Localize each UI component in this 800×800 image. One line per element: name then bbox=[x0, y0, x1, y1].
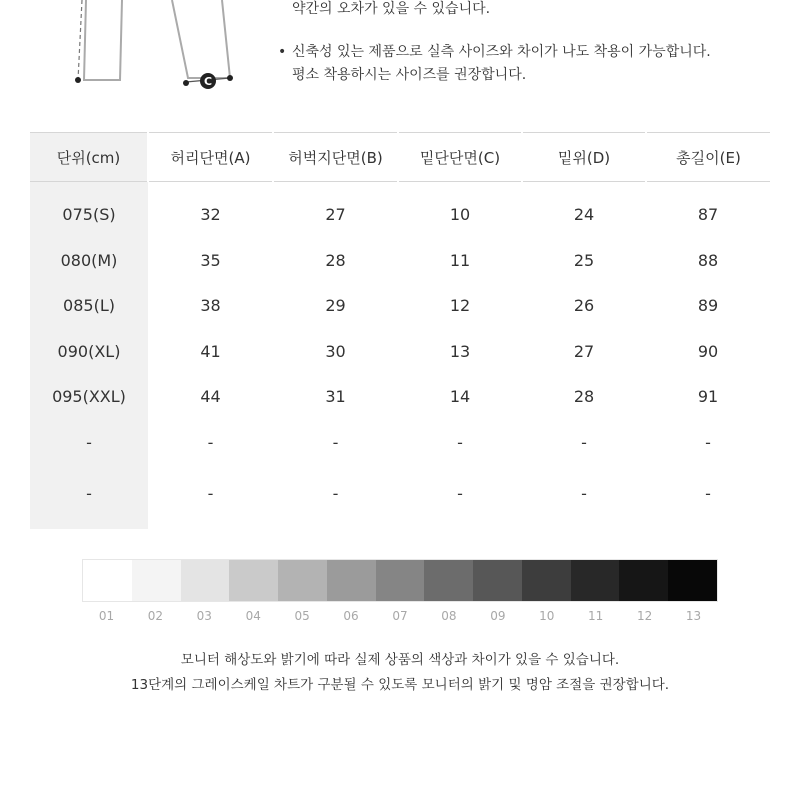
measurement-cell: - bbox=[581, 432, 587, 452]
size-label-cell: 095(XXL) bbox=[30, 374, 148, 420]
table-row bbox=[30, 283, 770, 329]
measurement-cell: 38 bbox=[200, 296, 221, 316]
grayscale-label: 13 bbox=[685, 609, 702, 623]
measurement-cell: - bbox=[332, 432, 339, 452]
column-header: 밑단단면(C) bbox=[398, 133, 522, 182]
measurement-cell: - bbox=[705, 432, 711, 452]
measurement-cell: 32 bbox=[200, 205, 221, 225]
size-label-cell: 080(M) bbox=[30, 238, 148, 284]
grayscale-label: 03 bbox=[196, 609, 212, 623]
table-row bbox=[30, 420, 770, 466]
measurement-cell: 27 bbox=[325, 205, 346, 225]
grayscale-swatch bbox=[522, 560, 571, 601]
measurement-cell: 29 bbox=[325, 296, 346, 316]
measurement-cell: 26 bbox=[573, 296, 595, 316]
header-row bbox=[30, 133, 770, 182]
column-header: 총길이(E) bbox=[646, 133, 770, 182]
right-leg-outline bbox=[172, 0, 230, 78]
measurement-cell: 41 bbox=[200, 341, 221, 361]
grayscale-label: 06 bbox=[343, 609, 359, 623]
measurement-cell: - bbox=[705, 483, 711, 503]
bullet-icon: • bbox=[278, 44, 287, 60]
size-label-cell: 085(L) bbox=[30, 283, 148, 329]
measurement-cell: 14 bbox=[449, 387, 471, 407]
measurement-cell: 28 bbox=[573, 387, 595, 407]
hem-point-left bbox=[183, 80, 189, 86]
table-row bbox=[30, 238, 770, 284]
pants-diagram bbox=[60, 0, 250, 100]
measurement-cell: 11 bbox=[449, 250, 471, 270]
measurement-cell: - bbox=[457, 432, 463, 452]
grayscale-label: 04 bbox=[245, 609, 261, 623]
measurement-cell: 13 bbox=[449, 341, 471, 361]
grayscale-label: 12 bbox=[636, 609, 653, 623]
monitor-caption-line-1: 모니터 해상도와 밝기에 따라 실제 상품의 색상과 차이가 있을 수 있습니다. bbox=[180, 652, 620, 668]
measurement-cell: 89 bbox=[697, 296, 719, 316]
measurement-cell: 91 bbox=[697, 387, 719, 407]
note-line-3: 평소 착용하시는 사이즈를 권장합니다. bbox=[292, 67, 527, 83]
grayscale-swatch bbox=[473, 560, 522, 601]
measurement-cell: 88 bbox=[697, 250, 719, 270]
note-line-2-text: 신축성 있는 제품으로 실측 사이즈와 차이가 나도 착용이 가능합니다. bbox=[292, 44, 711, 60]
table-row bbox=[30, 374, 770, 420]
measurement-cell: 87 bbox=[697, 205, 719, 225]
grayscale-label: 09 bbox=[490, 609, 506, 623]
hem-marker-icon bbox=[200, 73, 216, 89]
measurement-cell: 27 bbox=[573, 341, 595, 361]
size-label-cell: 090(XL) bbox=[30, 329, 148, 375]
grayscale-swatch bbox=[668, 560, 717, 601]
grayscale-chart bbox=[82, 559, 718, 602]
note-line-1: 약간의 오차가 있을 수 있습니다. bbox=[292, 1, 491, 17]
table-row bbox=[30, 329, 770, 375]
note-line-2 bbox=[278, 41, 711, 64]
table-row bbox=[30, 465, 770, 529]
grayscale-label: 07 bbox=[392, 609, 408, 623]
grayscale-swatch bbox=[278, 560, 327, 601]
measurement-cell: 90 bbox=[697, 341, 719, 361]
measurement-cell: 28 bbox=[325, 250, 346, 270]
left-leg-outline bbox=[84, 0, 122, 80]
measurement-cell: - bbox=[457, 483, 463, 503]
grayscale-label: 01 bbox=[98, 609, 115, 623]
grayscale-swatch bbox=[619, 560, 668, 601]
grayscale-swatch bbox=[571, 560, 620, 601]
measurement-cell: - bbox=[207, 432, 214, 452]
center-guide-line bbox=[78, 0, 82, 80]
measurement-cell: 31 bbox=[325, 387, 346, 407]
size-table-body bbox=[30, 182, 770, 530]
grayscale-swatch bbox=[424, 560, 473, 601]
grayscale-swatch bbox=[83, 560, 132, 601]
grayscale-swatch bbox=[327, 560, 376, 601]
measurement-cell: - bbox=[332, 483, 339, 503]
grayscale-swatch bbox=[229, 560, 278, 601]
measurement-cell: 10 bbox=[449, 205, 471, 225]
grayscale-label: 08 bbox=[441, 609, 457, 623]
grayscale-swatch bbox=[181, 560, 230, 601]
grayscale-swatch bbox=[132, 560, 181, 601]
measurement-cell: 30 bbox=[325, 341, 346, 361]
size-table-header bbox=[30, 133, 770, 182]
measurement-cell: 35 bbox=[200, 250, 221, 270]
monitor-caption-line-2: 13단계의 그레이스케일 차트가 구분될 수 있도록 모니터의 밝기 및 명암 조절을 권장합니다. bbox=[130, 677, 670, 693]
measurement-cell: 24 bbox=[573, 205, 595, 225]
column-header: 밑위(D) bbox=[522, 133, 646, 182]
measurement-cell: 25 bbox=[573, 250, 595, 270]
left-hem-point bbox=[75, 77, 81, 83]
grayscale-label: 05 bbox=[294, 609, 310, 623]
grayscale-label: 10 bbox=[539, 609, 555, 623]
hem-point-right bbox=[227, 75, 233, 81]
grayscale-swatch bbox=[376, 560, 425, 601]
size-table bbox=[30, 132, 770, 529]
svg-text:C: C bbox=[203, 75, 213, 88]
size-label-cell: - bbox=[30, 420, 148, 466]
size-label-cell: 075(S) bbox=[30, 182, 148, 238]
grayscale-label: 02 bbox=[147, 609, 164, 623]
measurement-cell: 12 bbox=[449, 296, 471, 316]
measurement-cell: - bbox=[581, 483, 587, 503]
size-label-cell: - bbox=[30, 465, 148, 529]
column-header: 단위(cm) bbox=[30, 133, 148, 182]
column-header: 허리단면(A) bbox=[148, 133, 273, 182]
column-header: 허벅지단면(B) bbox=[273, 133, 398, 182]
grayscale-label: 11 bbox=[588, 609, 604, 623]
measurement-cell: - bbox=[207, 483, 214, 503]
table-row bbox=[30, 182, 770, 238]
grayscale-labels bbox=[82, 609, 718, 623]
measurement-cell: 44 bbox=[200, 387, 221, 407]
